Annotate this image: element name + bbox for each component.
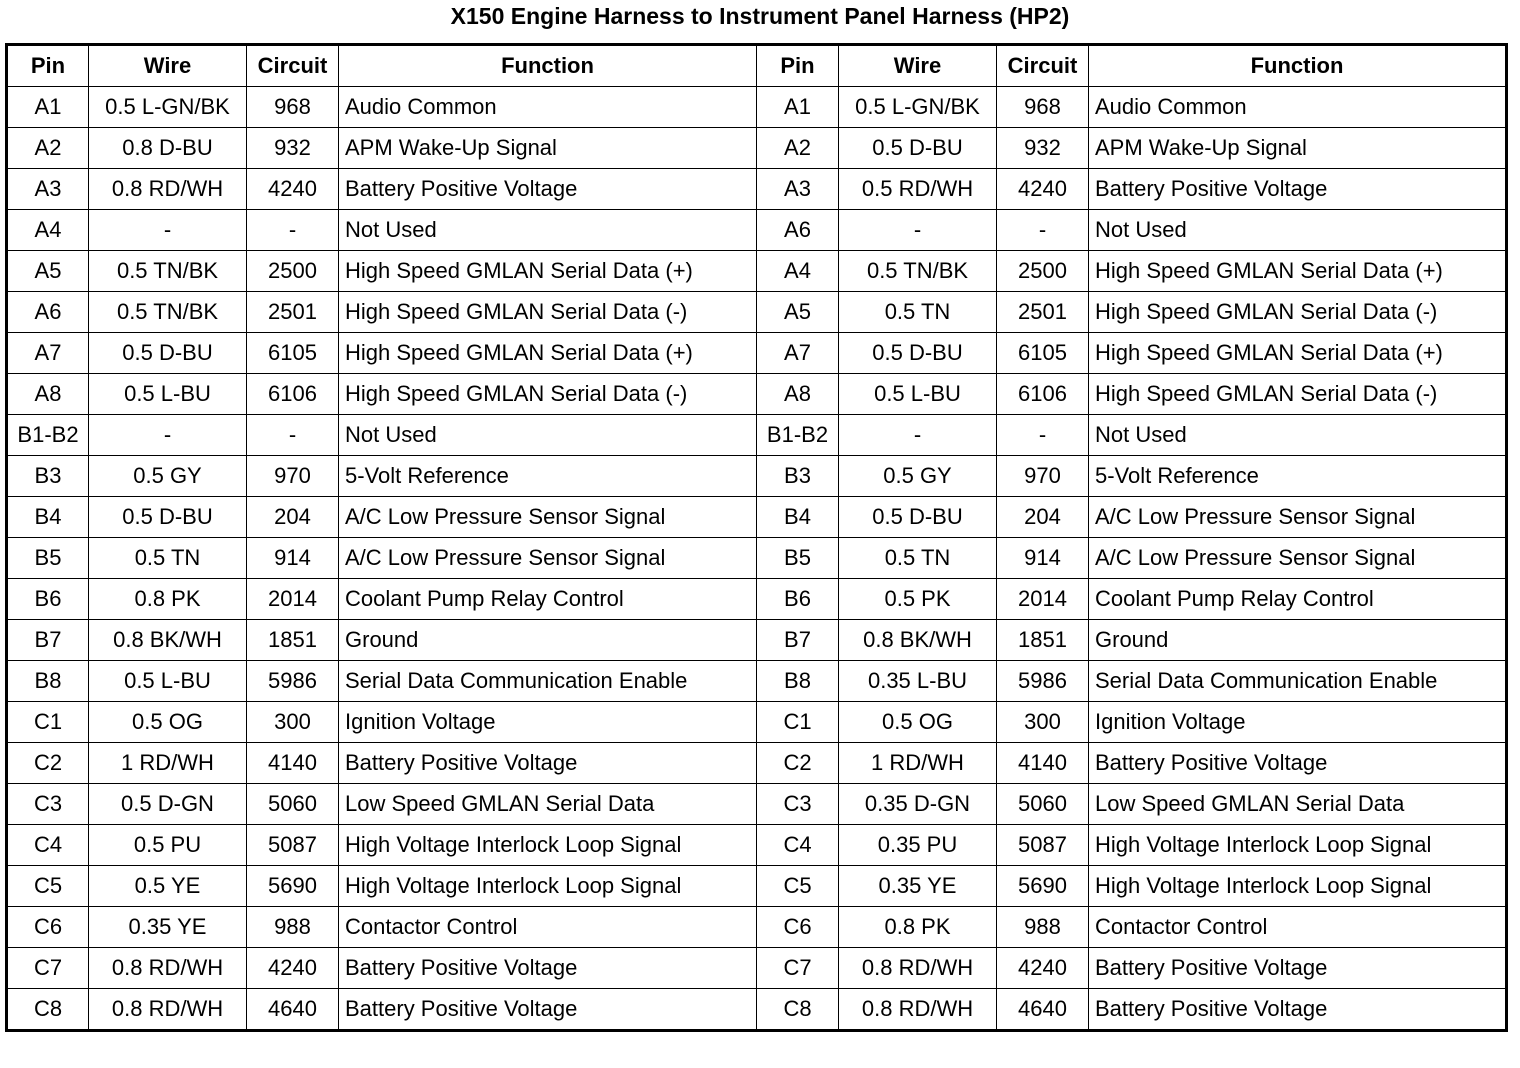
cell-function-left: High Voltage Interlock Loop Signal bbox=[339, 825, 757, 866]
cell-pin-left: B8 bbox=[7, 661, 89, 702]
cell-pin-left: C7 bbox=[7, 948, 89, 989]
cell-wire-left: 0.8 D-BU bbox=[89, 128, 247, 169]
cell-pin-left: A4 bbox=[7, 210, 89, 251]
cell-pin-left: A7 bbox=[7, 333, 89, 374]
cell-function-left: Low Speed GMLAN Serial Data bbox=[339, 784, 757, 825]
cell-circuit-left: 5087 bbox=[247, 825, 339, 866]
cell-wire-right: 0.5 TN/BK bbox=[839, 251, 997, 292]
cell-circuit-right: 4240 bbox=[997, 169, 1089, 210]
cell-circuit-left: 2500 bbox=[247, 251, 339, 292]
cell-function-right: High Voltage Interlock Loop Signal bbox=[1089, 825, 1507, 866]
cell-circuit-right: 2501 bbox=[997, 292, 1089, 333]
cell-circuit-left: 4240 bbox=[247, 948, 339, 989]
cell-wire-left: 0.35 YE bbox=[89, 907, 247, 948]
cell-circuit-right: 914 bbox=[997, 538, 1089, 579]
cell-pin-right: B6 bbox=[757, 579, 839, 620]
cell-function-left: Not Used bbox=[339, 210, 757, 251]
cell-circuit-left: 932 bbox=[247, 128, 339, 169]
cell-circuit-left: 5060 bbox=[247, 784, 339, 825]
cell-pin-left: C6 bbox=[7, 907, 89, 948]
cell-wire-right: 0.5 D-BU bbox=[839, 128, 997, 169]
cell-circuit-right: 2500 bbox=[997, 251, 1089, 292]
cell-function-left: APM Wake-Up Signal bbox=[339, 128, 757, 169]
table-row bbox=[7, 866, 1507, 907]
cell-wire-right: - bbox=[839, 210, 997, 251]
cell-wire-left: 0.5 TN bbox=[89, 538, 247, 579]
cell-circuit-right: 6105 bbox=[997, 333, 1089, 374]
table-row bbox=[7, 169, 1507, 210]
cell-pin-left: A1 bbox=[7, 87, 89, 128]
cell-circuit-left: 1851 bbox=[247, 620, 339, 661]
cell-circuit-left: 2014 bbox=[247, 579, 339, 620]
table-row bbox=[7, 661, 1507, 702]
cell-pin-right: A6 bbox=[757, 210, 839, 251]
cell-function-left: Ignition Voltage bbox=[339, 702, 757, 743]
table-row bbox=[7, 497, 1507, 538]
cell-function-left: Serial Data Communication Enable bbox=[339, 661, 757, 702]
cell-wire-left: 0.5 PU bbox=[89, 825, 247, 866]
cell-pin-right: A7 bbox=[757, 333, 839, 374]
cell-circuit-right: 970 bbox=[997, 456, 1089, 497]
header-row bbox=[7, 45, 1507, 87]
cell-circuit-right: 204 bbox=[997, 497, 1089, 538]
cell-function-left: Battery Positive Voltage bbox=[339, 743, 757, 784]
cell-function-right: High Speed GMLAN Serial Data (-) bbox=[1089, 374, 1507, 415]
cell-pin-right: B3 bbox=[757, 456, 839, 497]
table-row bbox=[7, 210, 1507, 251]
table-row bbox=[7, 989, 1507, 1031]
cell-function-right: Low Speed GMLAN Serial Data bbox=[1089, 784, 1507, 825]
cell-wire-right: - bbox=[839, 415, 997, 456]
cell-circuit-right: - bbox=[997, 210, 1089, 251]
cell-wire-left: 0.5 L-BU bbox=[89, 661, 247, 702]
cell-wire-left: 0.5 D-GN bbox=[89, 784, 247, 825]
cell-pin-right: A8 bbox=[757, 374, 839, 415]
cell-wire-left: 0.5 TN/BK bbox=[89, 251, 247, 292]
cell-circuit-right: 300 bbox=[997, 702, 1089, 743]
cell-wire-left: 0.8 PK bbox=[89, 579, 247, 620]
cell-wire-right: 0.5 D-BU bbox=[839, 497, 997, 538]
cell-function-right: A/C Low Pressure Sensor Signal bbox=[1089, 497, 1507, 538]
table-row bbox=[7, 743, 1507, 784]
cell-function-left: High Speed GMLAN Serial Data (+) bbox=[339, 333, 757, 374]
cell-function-right: Battery Positive Voltage bbox=[1089, 169, 1507, 210]
table-row bbox=[7, 825, 1507, 866]
cell-function-left: Not Used bbox=[339, 415, 757, 456]
header-circuit-right: Circuit bbox=[997, 45, 1089, 87]
cell-function-right: Ignition Voltage bbox=[1089, 702, 1507, 743]
cell-function-right: High Speed GMLAN Serial Data (+) bbox=[1089, 251, 1507, 292]
cell-wire-left: 0.8 RD/WH bbox=[89, 989, 247, 1031]
cell-wire-right: 0.35 L-BU bbox=[839, 661, 997, 702]
cell-wire-right: 0.5 RD/WH bbox=[839, 169, 997, 210]
cell-wire-left: - bbox=[89, 415, 247, 456]
pinout-body bbox=[7, 87, 1507, 1031]
cell-pin-left: C4 bbox=[7, 825, 89, 866]
cell-function-right: Battery Positive Voltage bbox=[1089, 948, 1507, 989]
cell-circuit-right: - bbox=[997, 415, 1089, 456]
cell-circuit-right: 968 bbox=[997, 87, 1089, 128]
cell-circuit-right: 2014 bbox=[997, 579, 1089, 620]
cell-pin-right: C5 bbox=[757, 866, 839, 907]
cell-function-left: Battery Positive Voltage bbox=[339, 169, 757, 210]
cell-circuit-right: 6106 bbox=[997, 374, 1089, 415]
cell-wire-left: 0.5 D-BU bbox=[89, 497, 247, 538]
table-row bbox=[7, 538, 1507, 579]
cell-pin-right: B8 bbox=[757, 661, 839, 702]
header-wire-right: Wire bbox=[839, 45, 997, 87]
cell-pin-right: B5 bbox=[757, 538, 839, 579]
cell-pin-left: A5 bbox=[7, 251, 89, 292]
cell-function-left: A/C Low Pressure Sensor Signal bbox=[339, 538, 757, 579]
cell-function-right: High Voltage Interlock Loop Signal bbox=[1089, 866, 1507, 907]
table-row bbox=[7, 374, 1507, 415]
cell-function-right: Coolant Pump Relay Control bbox=[1089, 579, 1507, 620]
cell-circuit-left: 914 bbox=[247, 538, 339, 579]
cell-pin-left: A8 bbox=[7, 374, 89, 415]
table-row bbox=[7, 948, 1507, 989]
cell-function-left: A/C Low Pressure Sensor Signal bbox=[339, 497, 757, 538]
cell-pin-left: C5 bbox=[7, 866, 89, 907]
table-row bbox=[7, 251, 1507, 292]
document-title: X150 Engine Harness to Instrument Panel Harness (HP2) bbox=[450, 3, 1070, 29]
cell-pin-left: B6 bbox=[7, 579, 89, 620]
cell-pin-left: B4 bbox=[7, 497, 89, 538]
cell-function-right: Not Used bbox=[1089, 415, 1507, 456]
cell-wire-right: 1 RD/WH bbox=[839, 743, 997, 784]
cell-circuit-right: 4640 bbox=[997, 989, 1089, 1031]
header-function-left: Function bbox=[339, 45, 757, 87]
header-circuit-left: Circuit bbox=[247, 45, 339, 87]
cell-function-left: 5-Volt Reference bbox=[339, 456, 757, 497]
cell-function-left: Battery Positive Voltage bbox=[339, 989, 757, 1031]
cell-function-left: Battery Positive Voltage bbox=[339, 948, 757, 989]
cell-circuit-left: 6105 bbox=[247, 333, 339, 374]
cell-pin-right: B7 bbox=[757, 620, 839, 661]
cell-function-left: High Speed GMLAN Serial Data (+) bbox=[339, 251, 757, 292]
cell-wire-right: 0.35 D-GN bbox=[839, 784, 997, 825]
cell-wire-right: 0.8 PK bbox=[839, 907, 997, 948]
cell-circuit-left: 4140 bbox=[247, 743, 339, 784]
cell-circuit-right: 5060 bbox=[997, 784, 1089, 825]
cell-function-right: Contactor Control bbox=[1089, 907, 1507, 948]
cell-pin-left: B1-B2 bbox=[7, 415, 89, 456]
cell-pin-right: B4 bbox=[757, 497, 839, 538]
cell-wire-left: 0.8 BK/WH bbox=[89, 620, 247, 661]
cell-wire-right: 0.35 PU bbox=[839, 825, 997, 866]
header-pin-right: Pin bbox=[757, 45, 839, 87]
table-row bbox=[7, 579, 1507, 620]
cell-pin-left: C1 bbox=[7, 702, 89, 743]
cell-pin-right: C6 bbox=[757, 907, 839, 948]
cell-circuit-left: 4640 bbox=[247, 989, 339, 1031]
cell-circuit-left: 968 bbox=[247, 87, 339, 128]
cell-function-right: High Speed GMLAN Serial Data (-) bbox=[1089, 292, 1507, 333]
cell-pin-right: A5 bbox=[757, 292, 839, 333]
cell-pin-left: C2 bbox=[7, 743, 89, 784]
cell-function-right: A/C Low Pressure Sensor Signal bbox=[1089, 538, 1507, 579]
table-row bbox=[7, 456, 1507, 497]
cell-pin-right: A1 bbox=[757, 87, 839, 128]
cell-function-right: Battery Positive Voltage bbox=[1089, 743, 1507, 784]
cell-pin-left: A6 bbox=[7, 292, 89, 333]
cell-pin-right: C8 bbox=[757, 989, 839, 1031]
cell-wire-right: 0.5 L-BU bbox=[839, 374, 997, 415]
cell-wire-right: 0.5 PK bbox=[839, 579, 997, 620]
cell-function-right: Audio Common bbox=[1089, 87, 1507, 128]
cell-function-left: Contactor Control bbox=[339, 907, 757, 948]
cell-circuit-right: 932 bbox=[997, 128, 1089, 169]
cell-wire-left: 0.8 RD/WH bbox=[89, 169, 247, 210]
cell-circuit-left: - bbox=[247, 210, 339, 251]
cell-function-right: High Speed GMLAN Serial Data (+) bbox=[1089, 333, 1507, 374]
cell-wire-left: 0.5 YE bbox=[89, 866, 247, 907]
cell-circuit-right: 4140 bbox=[997, 743, 1089, 784]
cell-pin-left: C8 bbox=[7, 989, 89, 1031]
table-row bbox=[7, 292, 1507, 333]
cell-pin-right: C3 bbox=[757, 784, 839, 825]
cell-circuit-left: 5986 bbox=[247, 661, 339, 702]
cell-wire-right: 0.8 BK/WH bbox=[839, 620, 997, 661]
cell-pin-left: A2 bbox=[7, 128, 89, 169]
cell-function-right: Not Used bbox=[1089, 210, 1507, 251]
cell-function-left: Ground bbox=[339, 620, 757, 661]
cell-function-right: APM Wake-Up Signal bbox=[1089, 128, 1507, 169]
cell-function-left: High Speed GMLAN Serial Data (-) bbox=[339, 374, 757, 415]
cell-circuit-right: 4240 bbox=[997, 948, 1089, 989]
table-row bbox=[7, 128, 1507, 169]
cell-pin-left: C3 bbox=[7, 784, 89, 825]
cell-wire-left: 0.5 GY bbox=[89, 456, 247, 497]
cell-circuit-left: 4240 bbox=[247, 169, 339, 210]
cell-wire-right: 0.5 GY bbox=[839, 456, 997, 497]
cell-pin-right: A4 bbox=[757, 251, 839, 292]
cell-circuit-right: 988 bbox=[997, 907, 1089, 948]
table-row bbox=[7, 907, 1507, 948]
cell-wire-right: 0.8 RD/WH bbox=[839, 989, 997, 1031]
cell-circuit-left: 6106 bbox=[247, 374, 339, 415]
cell-circuit-left: 204 bbox=[247, 497, 339, 538]
table-row bbox=[7, 415, 1507, 456]
cell-pin-left: B3 bbox=[7, 456, 89, 497]
table-row bbox=[7, 333, 1507, 374]
table-row bbox=[7, 702, 1507, 743]
cell-wire-left: - bbox=[89, 210, 247, 251]
cell-wire-right: 0.5 L-GN/BK bbox=[839, 87, 997, 128]
cell-circuit-right: 5087 bbox=[997, 825, 1089, 866]
cell-pin-left: A3 bbox=[7, 169, 89, 210]
cell-pin-right: A2 bbox=[757, 128, 839, 169]
pinout-table bbox=[5, 43, 1508, 1032]
cell-wire-right: 0.5 TN bbox=[839, 538, 997, 579]
cell-circuit-left: 5690 bbox=[247, 866, 339, 907]
cell-circuit-right: 5690 bbox=[997, 866, 1089, 907]
cell-circuit-right: 1851 bbox=[997, 620, 1089, 661]
cell-function-left: Audio Common bbox=[339, 87, 757, 128]
cell-circuit-left: 970 bbox=[247, 456, 339, 497]
cell-wire-left: 0.8 RD/WH bbox=[89, 948, 247, 989]
cell-function-right: Battery Positive Voltage bbox=[1089, 989, 1507, 1031]
cell-wire-left: 0.5 L-BU bbox=[89, 374, 247, 415]
cell-pin-right: B1-B2 bbox=[757, 415, 839, 456]
cell-function-right: 5-Volt Reference bbox=[1089, 456, 1507, 497]
cell-wire-right: 0.5 OG bbox=[839, 702, 997, 743]
table-row bbox=[7, 87, 1507, 128]
cell-wire-left: 0.5 TN/BK bbox=[89, 292, 247, 333]
cell-circuit-left: 300 bbox=[247, 702, 339, 743]
cell-function-right: Serial Data Communication Enable bbox=[1089, 661, 1507, 702]
cell-wire-right: 0.8 RD/WH bbox=[839, 948, 997, 989]
cell-function-left: Coolant Pump Relay Control bbox=[339, 579, 757, 620]
cell-function-left: High Voltage Interlock Loop Signal bbox=[339, 866, 757, 907]
cell-wire-left: 1 RD/WH bbox=[89, 743, 247, 784]
cell-pin-right: C1 bbox=[757, 702, 839, 743]
cell-wire-right: 0.5 TN bbox=[839, 292, 997, 333]
cell-wire-right: 0.35 YE bbox=[839, 866, 997, 907]
cell-wire-left: 0.5 OG bbox=[89, 702, 247, 743]
cell-function-right: Ground bbox=[1089, 620, 1507, 661]
cell-pin-left: B5 bbox=[7, 538, 89, 579]
cell-circuit-left: 988 bbox=[247, 907, 339, 948]
cell-pin-right: C7 bbox=[757, 948, 839, 989]
cell-circuit-right: 5986 bbox=[997, 661, 1089, 702]
cell-wire-left: 0.5 D-BU bbox=[89, 333, 247, 374]
cell-pin-right: A3 bbox=[757, 169, 839, 210]
header-wire-left: Wire bbox=[89, 45, 247, 87]
header-function-right: Function bbox=[1089, 45, 1507, 87]
cell-wire-left: 0.5 L-GN/BK bbox=[89, 87, 247, 128]
cell-pin-right: C4 bbox=[757, 825, 839, 866]
cell-pin-left: B7 bbox=[7, 620, 89, 661]
header-pin-left: Pin bbox=[7, 45, 89, 87]
cell-circuit-left: 2501 bbox=[247, 292, 339, 333]
cell-pin-right: C2 bbox=[757, 743, 839, 784]
cell-circuit-left: - bbox=[247, 415, 339, 456]
cell-wire-right: 0.5 D-BU bbox=[839, 333, 997, 374]
cell-function-left: High Speed GMLAN Serial Data (-) bbox=[339, 292, 757, 333]
table-row bbox=[7, 620, 1507, 661]
table-row bbox=[7, 784, 1507, 825]
